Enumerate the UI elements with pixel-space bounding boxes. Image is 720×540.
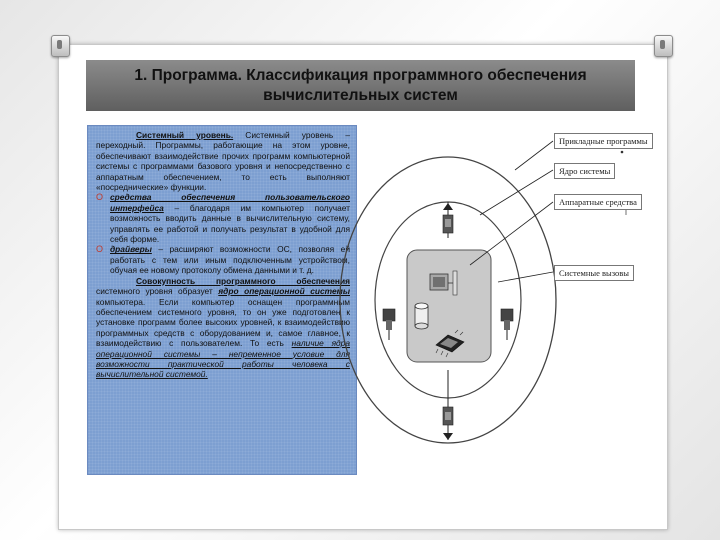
paragraph-text: системного уровня образует — [96, 286, 219, 297]
connector-right — [501, 309, 513, 340]
term-os-kernel: ядро операционной системы — [218, 286, 350, 297]
term-system-level: Системный уровень. — [136, 130, 234, 140]
paragraph-text: компьютера. Если компьютер оснащен программным обеспечением системного уровня, то он уже подготовлен к установке программ более высоких уровней, к взаимодействию программных средств с оборудованием и, самое главное, к взаимодействию с пользователем. То есть — [96, 296, 350, 349]
term-drivers: драйверы — [110, 244, 152, 255]
emphasis-text: наличие ядра операционной системы – непременное условие для возможности практической работы человека с вычислительной системой. — [96, 338, 350, 380]
title-line-1: 1. Программа. Классификация программного обеспечения — [134, 67, 587, 84]
bullet-icon: O — [96, 192, 104, 203]
connector-bottom — [443, 370, 453, 440]
label-hardware: Аппаратные средства — [554, 194, 642, 210]
paragraph-text: Системный уровень – переходный. Программы, работающие на этом уровне, обеспечивают взаимодействие прочих программ компьютерной системы с программами базового уровня и непосредственно с аппаратным обеспечением, то есть выполняют «посреднические» функции. — [96, 130, 350, 193]
dot-marker — [621, 151, 624, 154]
label-system-calls: Системные вызовы — [554, 265, 634, 281]
bullet-icon: O — [96, 244, 104, 255]
term-software-set: Совокупность программного обеспечения — [136, 275, 350, 286]
disk-icon — [415, 303, 428, 329]
title-line-2: вычислительных систем — [263, 87, 458, 104]
bullet-text: – благодаря им компьютер получает возможность вводить данные в вычислительную систему, управлять ее работой и получать результат в удобной для себя форме. — [110, 202, 350, 245]
bullet-text: – расширяют возможности ОС, позволяя ей работать с тем или иным подключенным устройством, обучая ее новому протоколу обмена данными и т. д. — [110, 244, 350, 276]
label-app-programs: Прикладные программы — [554, 133, 653, 149]
term-ui-tools: средства обеспечения пользовательского интерфейса — [110, 192, 350, 213]
connector-top — [443, 202, 453, 238]
connector-left — [383, 309, 395, 340]
label-kernel: Ядро системы — [554, 163, 615, 179]
